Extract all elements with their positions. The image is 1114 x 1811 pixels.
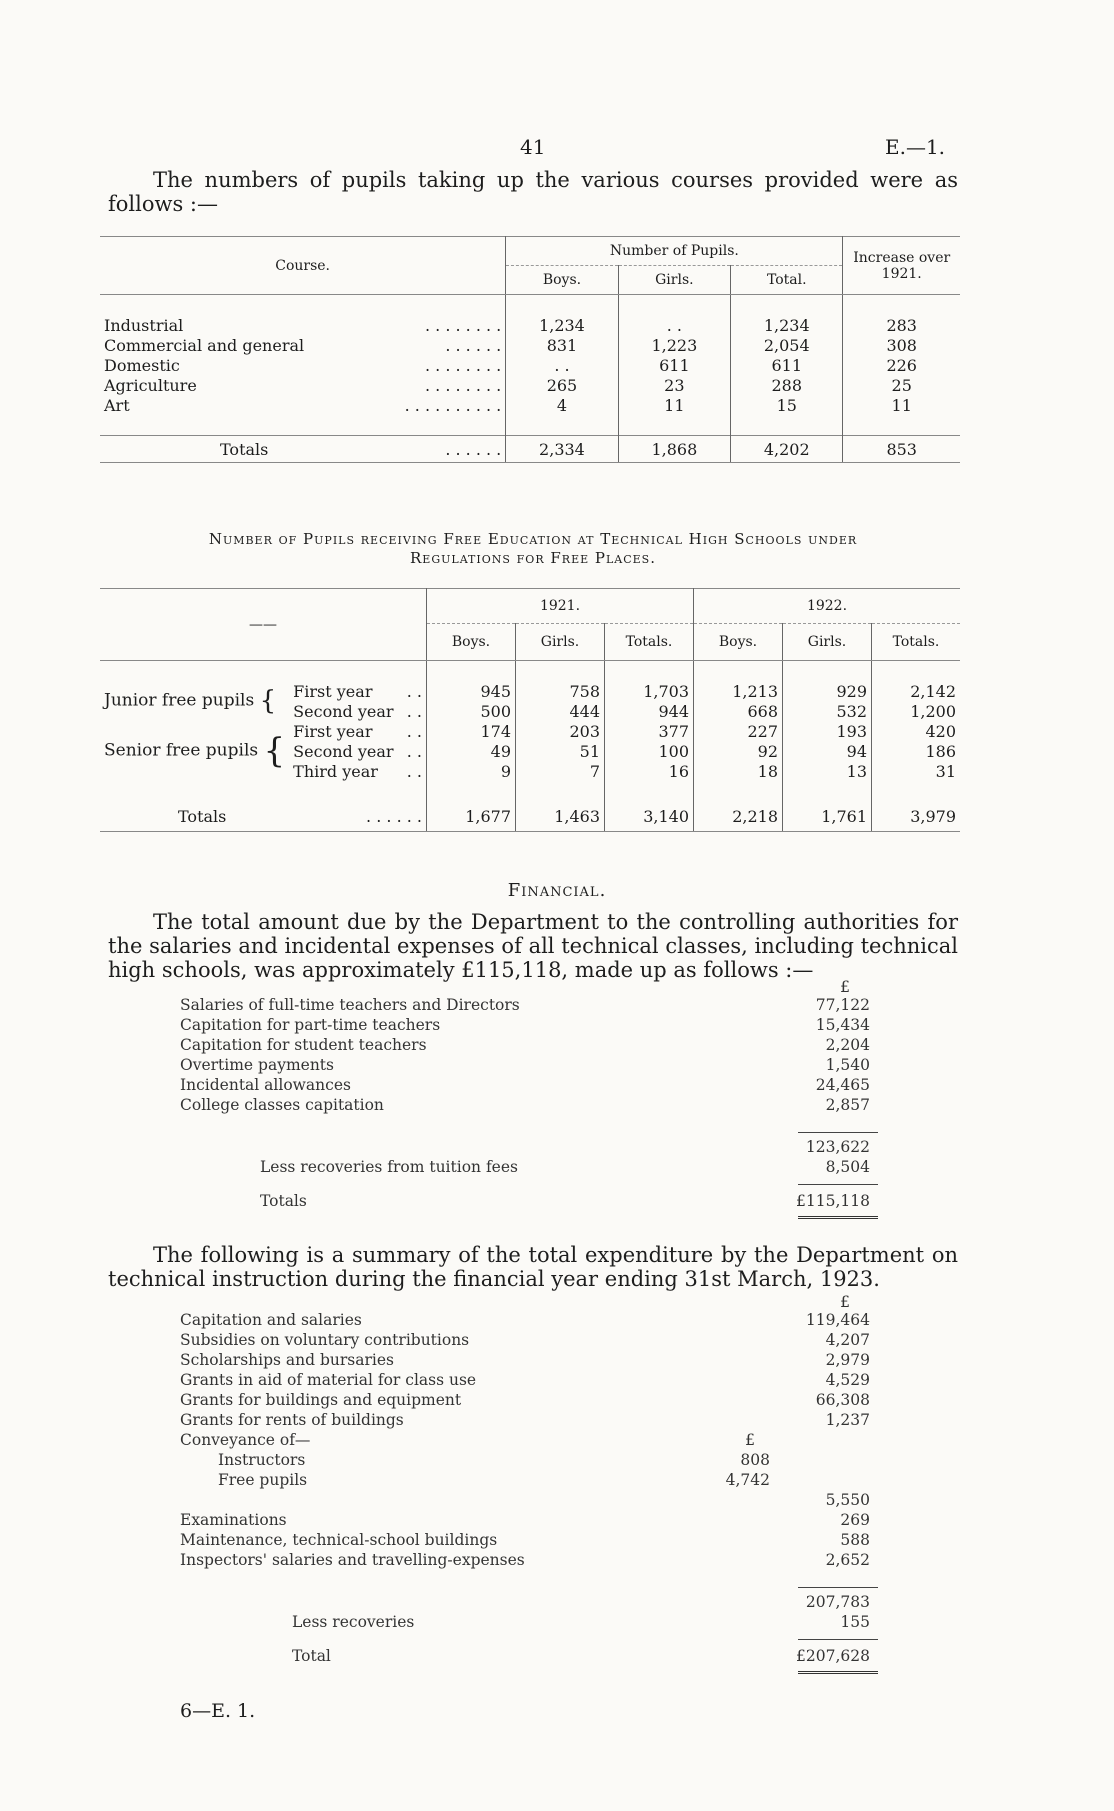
ledger-item: Subsidies on voluntary contributions 4,207 (180, 1331, 870, 1349)
rule (798, 1184, 878, 1185)
col-boys-1921: Boys. (427, 624, 516, 661)
rule (798, 1132, 878, 1133)
free-places-table-title: Number of Pupils receiving Free Education at Technical High Schools under Regulations for Free Places. (208, 530, 858, 567)
page-number: 41 (520, 135, 546, 159)
ledger-total: Totals £115,118 (260, 1192, 870, 1210)
course-name: Industrial (104, 315, 184, 335)
totals-label: Totals (220, 439, 269, 459)
ledger-item: College classes capitation 2,857 (180, 1096, 870, 1114)
ledger-item: Overtime payments 1,540 (180, 1056, 870, 1074)
col-increase: Increase over 1921. (843, 237, 960, 295)
financial-paragraph: The total amount due by the Department to the controlling authorities for the salaries and incidental expenses of all technical classes, including technical high schools, was approximately £115,118, made up as follows :— (108, 910, 958, 982)
group-senior: Senior free pupils { (104, 731, 286, 771)
col-boys-1922: Boys. (694, 624, 783, 661)
conveyance-item: Free pupils 4,742 (218, 1471, 770, 1489)
document-reference: E.—1. (885, 135, 946, 159)
col-total: Total. (731, 266, 843, 295)
table-row: Junior free pupils { First year . . 945 758 1,703 1,213 929 2,142 (100, 681, 960, 701)
financial-heading: Financial. (507, 880, 607, 901)
rule (798, 1639, 878, 1640)
conveyance-total: 5,550 (825, 1491, 870, 1509)
ledger-item: Grants for buildings and equipment 66,308 (180, 1391, 870, 1409)
footer-signature: 6—E. 1. (180, 1700, 256, 1722)
year-1922: 1922. (694, 589, 961, 624)
course-name: Commercial and general (104, 335, 305, 355)
course-name: Agriculture (104, 375, 197, 395)
table-row: Senior free pupils { First year . . 174 203 377 227 193 420 (100, 721, 960, 741)
col-totals-1922: Totals. (872, 624, 961, 661)
ledger-less: Less recoveries 155 (292, 1613, 870, 1631)
col-girls-1922: Girls. (783, 624, 872, 661)
totals-label: Totals (178, 806, 227, 826)
rule (798, 1587, 878, 1588)
totals-row: Totals . . . . . . 2,334 1,868 4,202 853 (100, 436, 960, 463)
currency-symbol: £ (840, 978, 850, 996)
ledger-item: Salaries of full-time teachers and Directors 77,122 (180, 996, 870, 1014)
intro-paragraph: The numbers of pupils taking up the various courses provided were as follows :— (108, 168, 958, 216)
table-row: Domestic . . . . . . . . . . 611 611 226 (100, 355, 960, 375)
currency-symbol: £ (840, 1293, 850, 1311)
ledger-item: Inspectors' salaries and travelling-expenses 2,652 (180, 1551, 870, 1569)
page-header (0, 135, 1114, 165)
ledger-item: Scholarships and bursaries 2,979 (180, 1351, 870, 1369)
financial-ledger (180, 978, 900, 1222)
corner-dash: —— (100, 589, 427, 661)
double-rule (798, 1216, 878, 1219)
ledger-subtotal: 123,622 (805, 1138, 870, 1156)
col-number-of-pupils: Number of Pupils. (506, 237, 843, 266)
conveyance-header: Conveyance of— £ (180, 1431, 755, 1449)
year-1921: 1921. (427, 589, 694, 624)
ledger-item: Incidental allowances 24,465 (180, 1076, 870, 1094)
conveyance-item: Instructors 808 (218, 1451, 770, 1469)
ledger-item: Maintenance, technical-school buildings 588 (180, 1531, 870, 1549)
col-boys: Boys. (506, 266, 618, 295)
table-row: Art . . . . . . . . . . 4 11 15 11 (100, 395, 960, 415)
courses-table (100, 236, 960, 463)
table-row: Industrial . . . . . . . . 1,234 . . 1,234 283 (100, 315, 960, 335)
ledger-less: Less recoveries from tuition fees 8,504 (260, 1158, 870, 1176)
ledger-subtotal: 207,783 (805, 1593, 870, 1611)
ledger-item: Examinations 269 (180, 1511, 870, 1529)
col-totals-1921: Totals. (605, 624, 694, 661)
col-girls: Girls. (618, 266, 730, 295)
totals-row: Totals . . . . . . 1,677 1,463 3,140 2,218 1,761 3,979 (100, 801, 960, 832)
expenditure-ledger (180, 1293, 900, 1677)
expenditure-paragraph: The following is a summary of the total expenditure by the Department on technical instruction during the financial year ending 31st March, 1923. (108, 1243, 958, 1291)
course-name: Domestic (104, 355, 180, 375)
group-junior: Junior free pupils { (104, 686, 277, 716)
table-row: Commercial and general . . . . . . 831 1,223 2,054 308 (100, 335, 960, 355)
col-course: Course. (100, 237, 506, 295)
ledger-item: Capitation for part-time teachers 15,434 (180, 1016, 870, 1034)
ledger-item: Capitation for student teachers 2,204 (180, 1036, 870, 1054)
ledger-item: Grants in aid of material for class use 4,529 (180, 1371, 870, 1389)
col-girls-1921: Girls. (516, 624, 605, 661)
course-name: Art (104, 395, 130, 415)
table-row: Second year . . 49 51 100 92 94 186 (100, 741, 960, 761)
table-row: Third year . . 9 7 16 18 13 31 (100, 761, 960, 781)
double-rule (798, 1671, 878, 1674)
ledger-total: Total £207,628 (292, 1647, 870, 1665)
table-row: Second year . . 500 444 944 668 532 1,200 (100, 701, 960, 721)
ledger-item: Grants for rents of buildings 1,237 (180, 1411, 870, 1429)
free-places-table (100, 588, 960, 832)
ledger-item: Capitation and salaries 119,464 (180, 1311, 870, 1329)
table-row: Agriculture . . . . . . . . 265 23 288 25 (100, 375, 960, 395)
